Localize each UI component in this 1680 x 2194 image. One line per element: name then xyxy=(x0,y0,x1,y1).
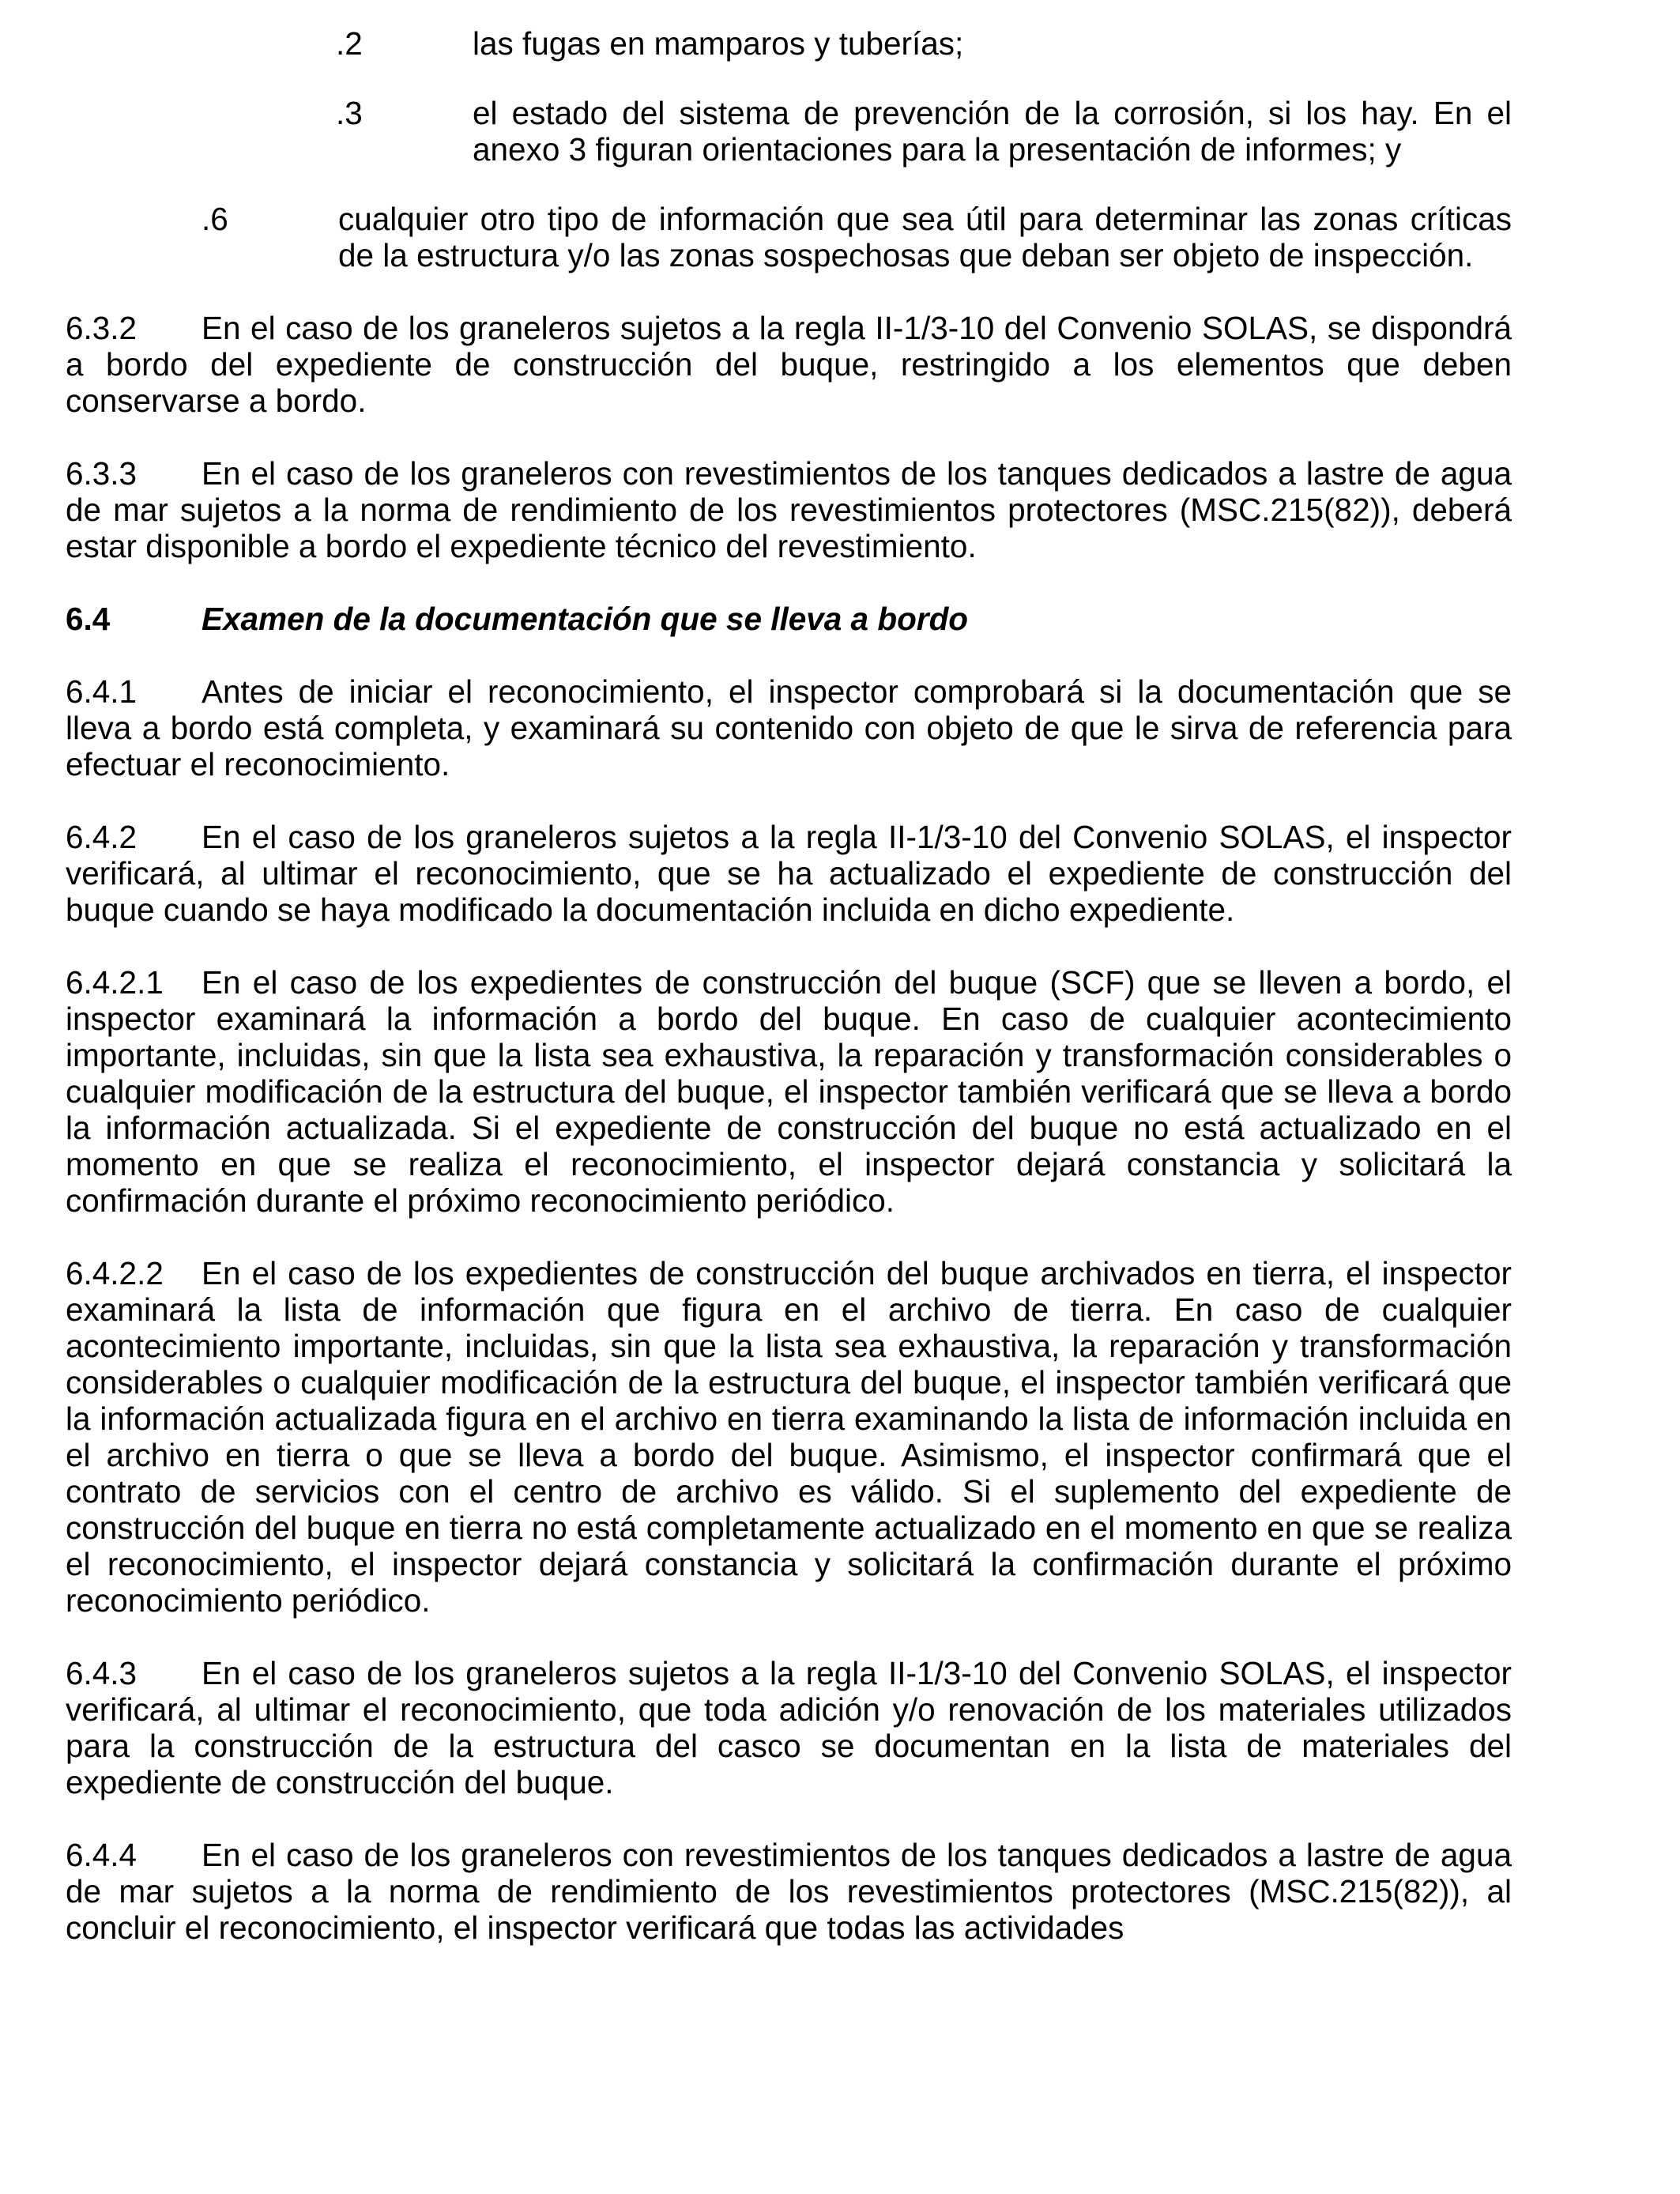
paragraph-number: 6.4.3 xyxy=(66,1655,137,1691)
paragraph-6-4-3 xyxy=(66,1655,1512,1800)
list-item-number: .6 xyxy=(202,201,228,237)
list-item xyxy=(202,201,1512,273)
paragraph-text: En el caso de los graneleros con revestimientos de los tanques dedicados a lastre de agua de mar sujetos a la norma de rendimiento de los revestimientos protectores (MSC.215(82)), al concluir el reconocimiento, el inspector verificará que todas las actividades xyxy=(66,1837,1512,1946)
paragraph-6-4-2-2 xyxy=(66,1255,1512,1619)
paragraph-6-4-4 xyxy=(66,1837,1512,1946)
list-item-text: las fugas en mamparos y tuberías; xyxy=(473,25,964,62)
list-item-text: cualquier otro tipo de información que sea útil para determinar las zonas críticas de la estructura y/o las zonas sospechosas que deban ser objeto de inspección. xyxy=(338,201,1512,273)
paragraph-number: 6.4.2.1 xyxy=(66,964,164,1001)
paragraph-text: En el caso de los expedientes de construcción del buque archivados en tierra, el inspector examinará la lista de información que figura en el archivo de tierra. En caso de cualquier acontecimiento importante, incluidas, sin que la lista sea exhaustiva, la reparación y transformación considerables o cualquier modificación de la estructura del buque, el inspector también verificará que la información actualizada figura en el archivo en tierra examinando la lista de información incluida en el archivo en tierra o que se lleva a bordo del buque. Asimismo, el inspector confirmará que el contrato de servicios con el centro de archivo es válido. Si el suplemento del expediente de construcción del buque en tierra no está completamente actualizado en el momento en que se realiza el reconocimiento, el inspector dejará constancia y solicitará la confirmación durante el próximo reconocimiento periódico. xyxy=(66,1255,1512,1619)
paragraph-text: En el caso de los graneleros con revestimientos de los tanques dedicados a lastre de agua de mar sujetos a la norma de rendimiento de los revestimientos protectores (MSC.215(82)), deberá estar disponible a bordo el expediente técnico del revestimiento. xyxy=(66,455,1512,564)
paragraph-text: En el caso de los expedientes de construcción del buque (SCF) que se lleven a bordo, el inspector examinará la información a bordo del buque. En caso de cualquier acontecimiento importante, incluidas, sin que la lista sea exhaustiva, la reparación y transformación considerables o cualquier modificación de la estructura del buque, el inspector también verificará que se lleva a bordo la información actualizada. Si el expediente de construcción del buque no está actualizado en el momento en que se realiza el reconocimiento, el inspector dejará constancia y solicitará la confirmación durante el próximo reconocimiento periódico. xyxy=(66,964,1512,1219)
paragraph-number: 6.4.4 xyxy=(66,1837,137,1873)
paragraph-number: 6.3.2 xyxy=(66,310,137,346)
list-item-number: .2 xyxy=(336,25,363,62)
paragraph-text: En el caso de los graneleros sujetos a la regla II-1/3-10 del Convenio SOLAS, se dispondrá a bordo del expediente de construcción del buque, restringido a los elementos que deben conservarse a bordo. xyxy=(66,310,1512,419)
paragraph-6-4-2 xyxy=(66,819,1512,928)
section-number: 6.4 xyxy=(66,601,111,637)
section-heading-6-4 xyxy=(66,601,1512,637)
paragraph-number: 6.3.3 xyxy=(66,455,137,492)
paragraph-6-4-1 xyxy=(66,673,1512,782)
document-page xyxy=(66,25,1512,1982)
list-item xyxy=(336,95,1512,168)
paragraph-number: 6.4.1 xyxy=(66,673,137,710)
paragraph-number: 6.4.2 xyxy=(66,819,137,855)
paragraph-6-4-2-1 xyxy=(66,964,1512,1219)
list-item-text: el estado del sistema de prevención de la corrosión, si los hay. En el anexo 3 figuran orientaciones para la presentación de informes; y xyxy=(473,95,1512,168)
paragraph-text: Antes de iniciar el reconocimiento, el inspector comprobará si la documentación que se lleva a bordo está completa, y examinará su contenido con objeto de que le sirva de referencia para efectuar el reconocimiento. xyxy=(66,673,1512,782)
list-item xyxy=(336,25,1512,62)
paragraph-6-3-3 xyxy=(66,455,1512,564)
section-title: Examen de la documentación que se lleva a bordo xyxy=(202,601,969,637)
paragraph-number: 6.4.2.2 xyxy=(66,1255,164,1291)
paragraph-6-3-2 xyxy=(66,310,1512,419)
paragraph-text: En el caso de los graneleros sujetos a la regla II-1/3-10 del Convenio SOLAS, el inspector verificará, al ultimar el reconocimiento, que toda adición y/o renovación de los materiales utilizados para la construcción de la estructura del casco se documentan en la lista de materiales del expediente de construcción del buque. xyxy=(66,1655,1512,1800)
list-item-number: .3 xyxy=(336,95,363,131)
paragraph-text: En el caso de los graneleros sujetos a la regla II-1/3-10 del Convenio SOLAS, el inspector verificará, al ultimar el reconocimiento, que se ha actualizado el expediente de construcción del buque cuando se haya modificado la documentación incluida en dicho expediente. xyxy=(66,819,1512,928)
